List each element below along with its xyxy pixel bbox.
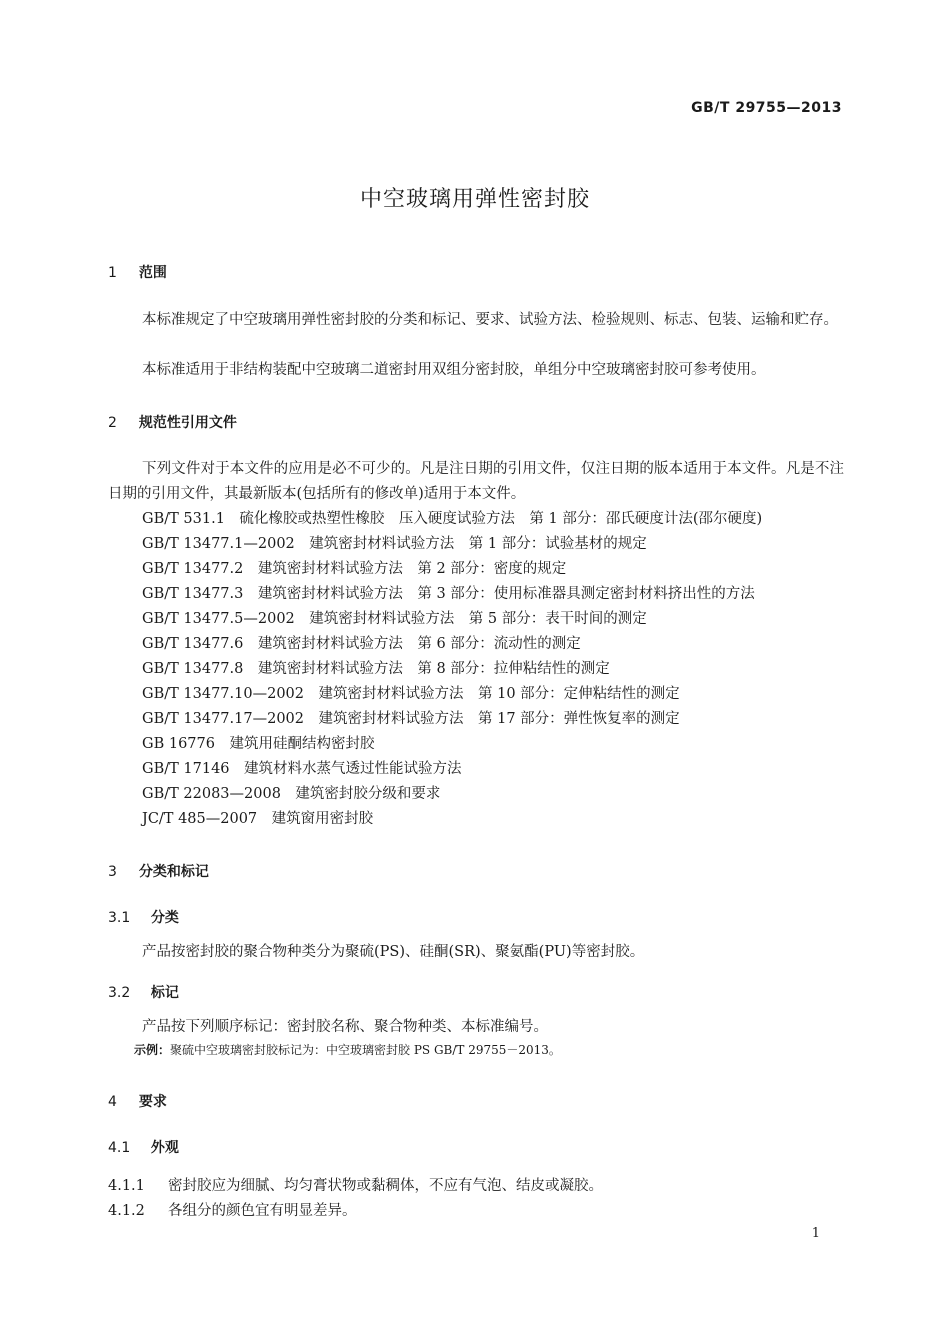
- example-text: 聚硫中空玻璃密封胶标记为：中空玻璃密封胶 PS GB/T 29755－2013。: [170, 1043, 561, 1057]
- section-3-1-text: 产品按密封胶的聚合物种类分为聚硫(PS)、硅酮(SR)、聚氨酯(PU)等密封胶。: [142, 944, 645, 960]
- reference-item: GB/T 531.1 硫化橡胶或热塑性橡胶 压入硬度试验方法 第 1 部分：邵氏硬度计法(邵尔硬度): [142, 511, 763, 527]
- clause-number: 4.1.1: [108, 1178, 145, 1194]
- section-title: 分类和标记: [138, 864, 209, 880]
- section-4-1-heading: [108, 1137, 179, 1157]
- reference-item: GB/T 13477.5—2002 建筑密封材料试验方法 第 5 部分：表干时间的测定: [142, 611, 647, 627]
- section-number: 3: [108, 864, 117, 880]
- section-1-paragraph-2: 本标准适用于非结构装配中空玻璃二道密封用双组分密封胶，单组分中空玻璃密封胶可参考使用。: [142, 362, 766, 378]
- reference-item: GB/T 13477.10—2002 建筑密封材料试验方法 第 10 部分：定伸粘结性的测定: [142, 686, 680, 702]
- clause-number: 4.1.2: [108, 1203, 145, 1219]
- section-number: 3.2: [108, 985, 131, 1001]
- reference-item: GB 16776 建筑用硅酮结构密封胶: [142, 736, 375, 752]
- reference-item: GB/T 13477.2 建筑密封材料试验方法 第 2 部分：密度的规定: [142, 561, 567, 577]
- reference-item: GB/T 13477.1—2002 建筑密封材料试验方法 第 1 部分：试验基材的规定: [142, 536, 647, 552]
- clause-4-1-1: [108, 1174, 603, 1195]
- section-number: 2: [108, 415, 117, 431]
- section-number: 3.1: [108, 910, 131, 926]
- section-3-2-text: 产品按下列顺序标记：密封胶名称、聚合物种类、本标准编号。: [142, 1019, 548, 1035]
- section-title: 外观: [150, 1140, 179, 1156]
- reference-item: JC/T 485—2007 建筑窗用密封胶: [142, 811, 374, 827]
- section-2-heading: [108, 412, 237, 432]
- section-number: 4: [108, 1094, 117, 1110]
- reference-item: GB/T 13477.6 建筑密封材料试验方法 第 6 部分：流动性的测定: [142, 636, 581, 652]
- clause-4-1-2: [108, 1199, 357, 1220]
- standard-number: GB/T 29755—2013: [691, 100, 842, 116]
- clause-text: 各组分的颜色宜有明显差异。: [168, 1203, 357, 1219]
- section-title: 规范性引用文件: [138, 415, 237, 431]
- reference-item: GB/T 13477.17—2002 建筑密封材料试验方法 第 17 部分：弹性恢复率的测定: [142, 711, 680, 727]
- section-1-heading: [108, 262, 167, 282]
- clause-text: 密封胶应为细腻、均匀膏状物或黏稠体，不应有气泡、结皮或凝胶。: [168, 1178, 603, 1194]
- reference-item: GB/T 22083—2008 建筑密封胶分级和要求: [142, 786, 441, 802]
- section-title: 范围: [138, 265, 167, 281]
- section-3-2-heading: [108, 982, 179, 1002]
- section-2-intro: 下列文件对于本文件的应用是必不可少的。凡是注日期的引用文件，仅注日期的版本适用于本文件。凡是不注日期的引用文件，其最新版本(包括所有的修改单)适用于本文件。: [108, 461, 844, 502]
- section-4-heading: [108, 1091, 167, 1111]
- page-number: 1: [811, 1226, 820, 1241]
- marking-example: [134, 1041, 561, 1058]
- section-number: 1: [108, 265, 117, 281]
- reference-item: GB/T 17146 建筑材料水蒸气透过性能试验方法: [142, 761, 462, 777]
- section-title: 标记: [150, 985, 179, 1001]
- section-3-heading: [108, 861, 209, 881]
- reference-list: [142, 507, 762, 832]
- section-number: 4.1: [108, 1140, 131, 1156]
- reference-item: GB/T 13477.3 建筑密封材料试验方法 第 3 部分：使用标准器具测定密封材料挤出性的方法: [142, 586, 755, 602]
- section-3-1-heading: [108, 907, 179, 927]
- example-label: 示例：: [134, 1043, 171, 1057]
- reference-item: GB/T 13477.8 建筑密封材料试验方法 第 8 部分：拉伸粘结性的测定: [142, 661, 610, 677]
- section-title: 要求: [138, 1094, 167, 1110]
- section-1-paragraph-1: 本标准规定了中空玻璃用弹性密封胶的分类和标记、要求、试验方法、检验规则、标志、包装、运输和贮存。: [142, 312, 838, 328]
- section-title: 分类: [150, 910, 179, 926]
- document-title: 中空玻璃用弹性密封胶: [359, 187, 590, 212]
